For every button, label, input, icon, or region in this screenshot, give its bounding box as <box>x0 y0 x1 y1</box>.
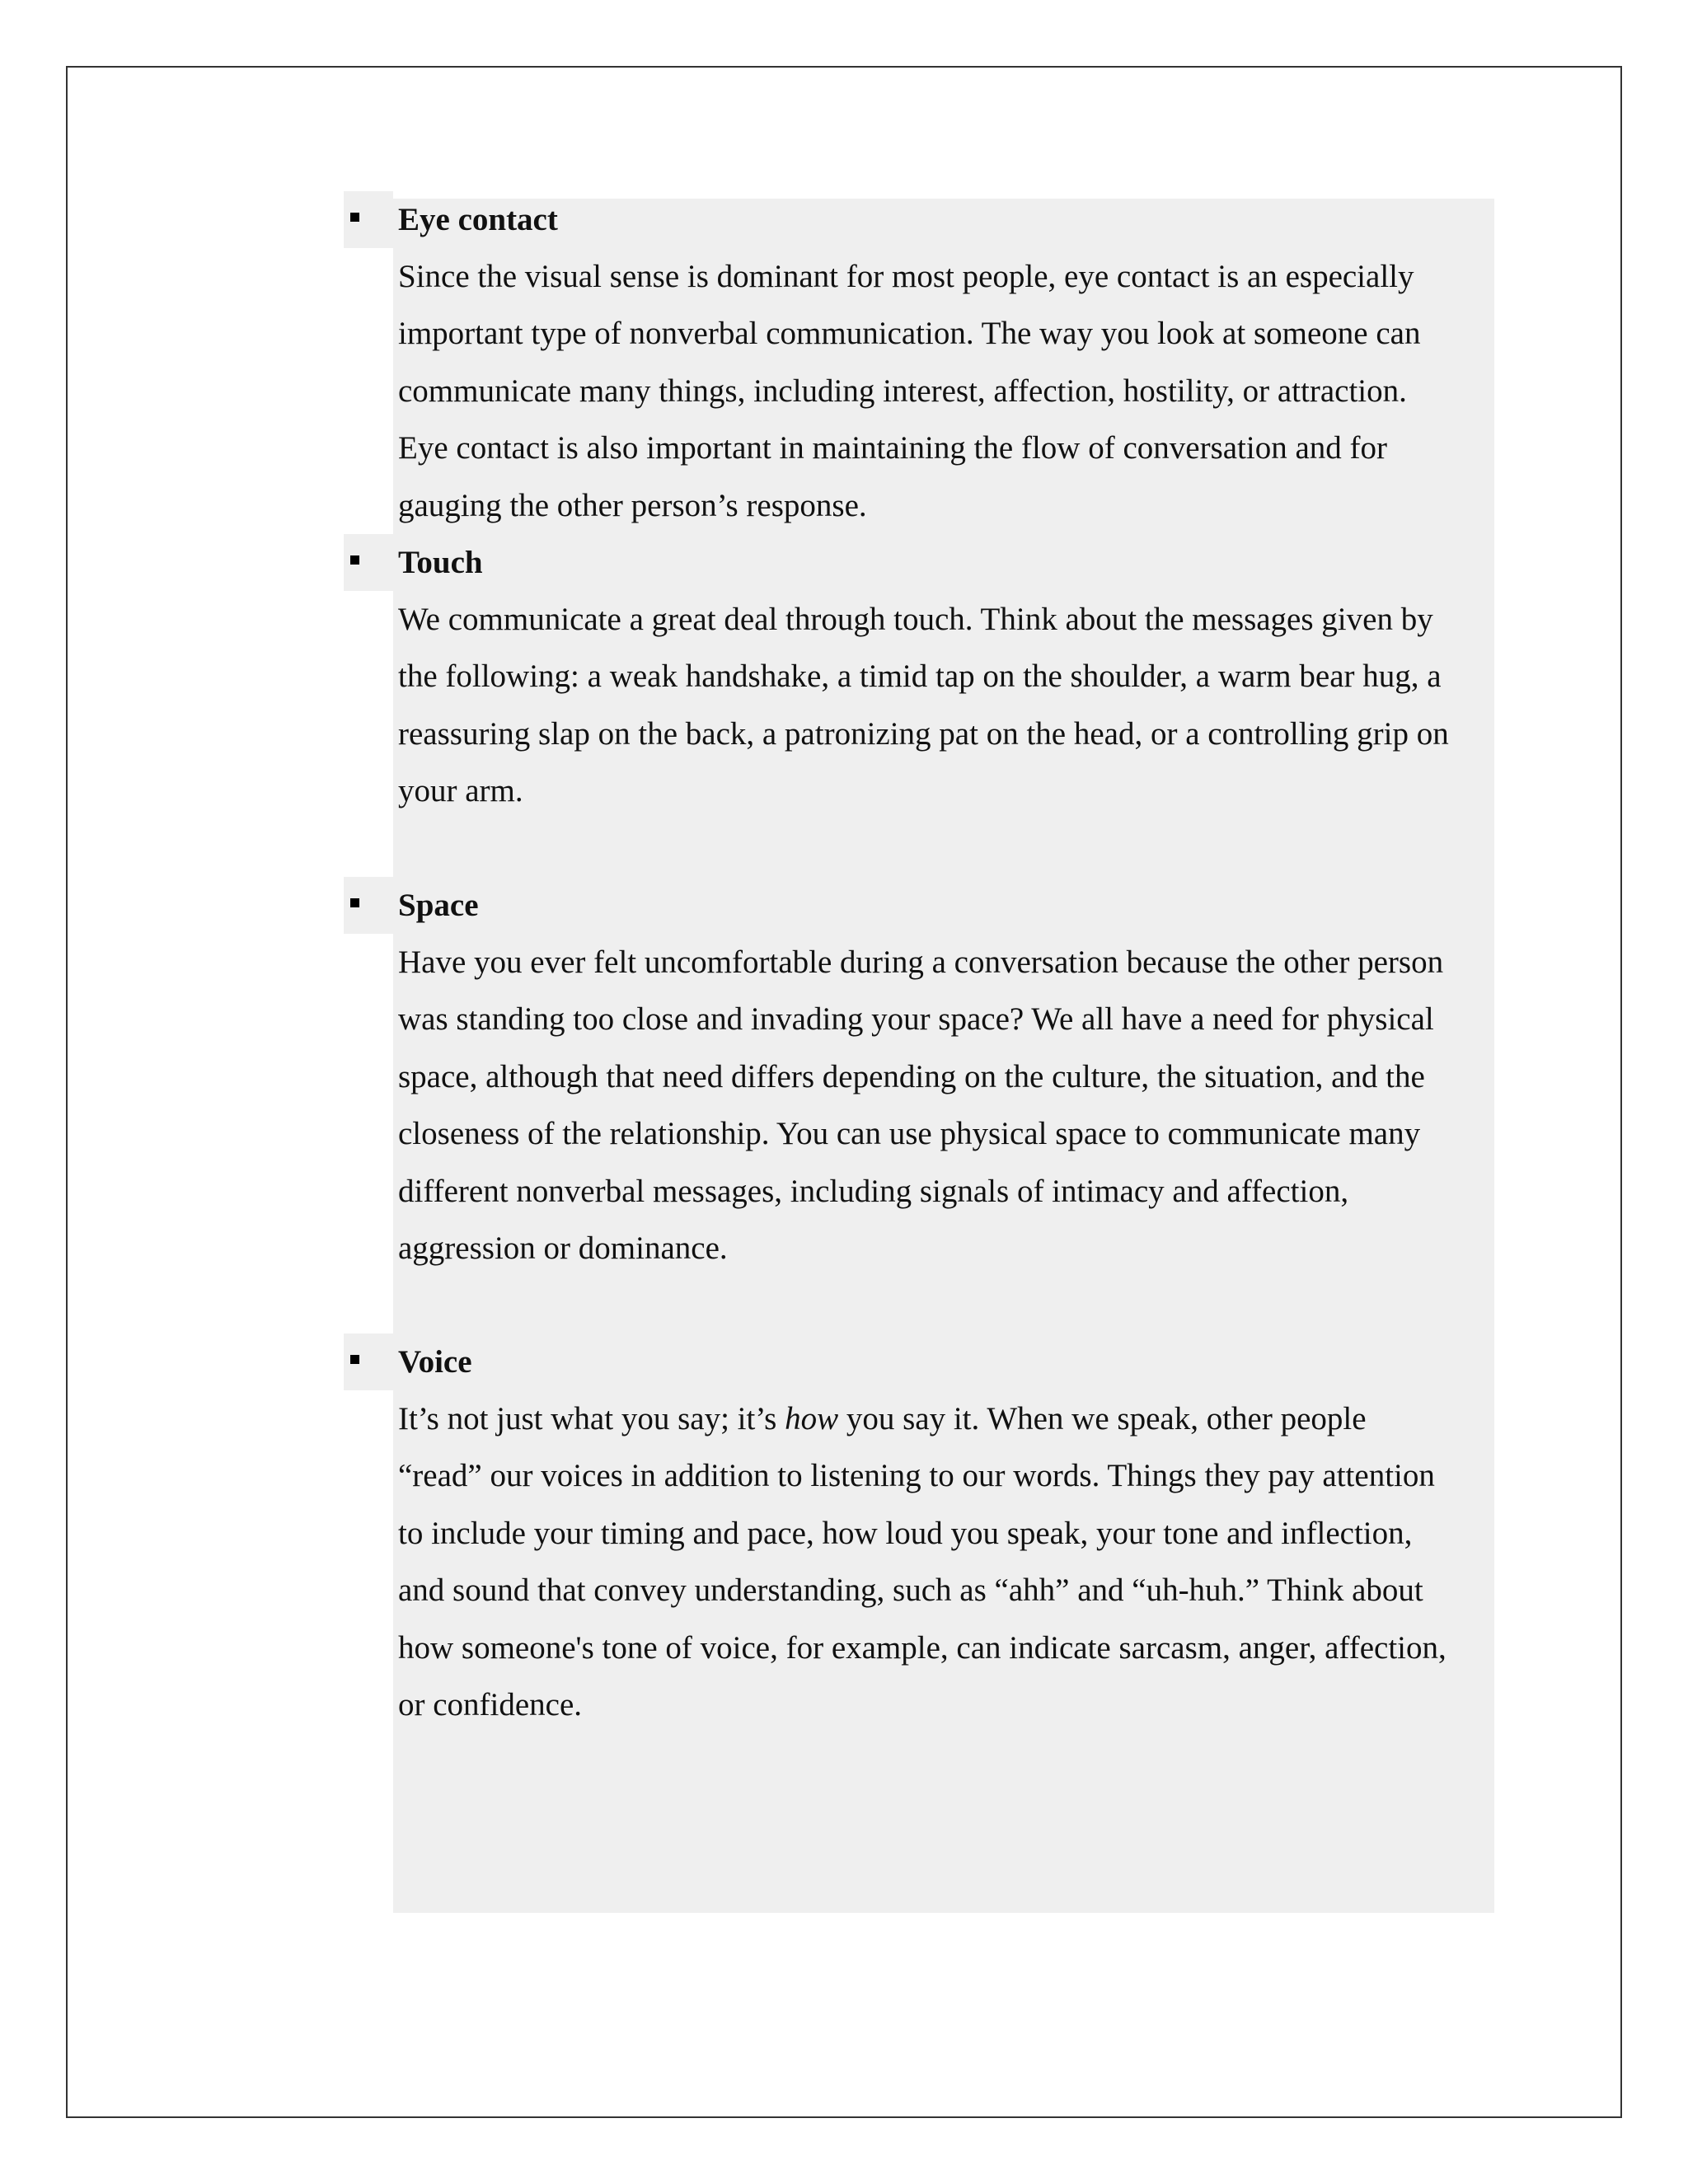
section-heading: Touch <box>398 545 483 580</box>
paragraph-line: space, although that need differs depending on the culture, the situation, and the <box>398 1058 1425 1094</box>
paragraph-line: aggression or dominance. <box>398 1230 728 1267</box>
section-heading: Eye contact <box>398 202 558 237</box>
paragraph-line: was standing too close and invading your space? We all have a need for physical <box>398 1001 1434 1038</box>
paragraph-line: We communicate a great deal through touch. Think about the messages given by <box>398 602 1433 637</box>
paragraph-line: how someone's tone of voice, for example, can indicate sarcasm, anger, affection, <box>398 1629 1447 1666</box>
section-heading: Space <box>398 888 479 923</box>
paragraph-line: Have you ever felt uncomfortable during a conversation because the other person <box>398 944 1444 980</box>
paragraph-line: your arm. <box>398 773 523 809</box>
square-bullet-icon <box>350 1355 359 1364</box>
paragraph-line: to include your timing and pace, how loud you speak, your tone and inflection, <box>398 1515 1413 1551</box>
paragraph-line: different nonverbal messages, including signals of intimacy and affection, <box>398 1173 1349 1209</box>
section-paragraph <box>398 934 1494 1277</box>
section-paragraph <box>398 1390 1494 1733</box>
section-heading: Voice <box>398 1344 472 1380</box>
square-bullet-icon <box>350 555 359 565</box>
paragraph-line: “read” our voices in addition to listening to our words. Things they pay attention <box>398 1458 1435 1494</box>
paragraph-line: communicate many things, including interest, affection, hostility, or attraction. <box>398 373 1407 409</box>
paragraph-line: and sound that convey understanding, such as “ahh” and “uh-huh.” Think about <box>398 1572 1423 1609</box>
paragraph-line: Eye contact is also important in maintaining the flow of conversation and for <box>398 430 1388 466</box>
paragraph-line: important type of nonverbal communication. The way you look at someone can <box>398 316 1421 352</box>
paragraph-line: closeness of the relationship. You can use physical space to communicate many <box>398 1116 1421 1152</box>
section-paragraph <box>398 591 1494 820</box>
paragraph-line-first <box>398 1390 1494 1447</box>
line-text: It’s not just what you say; it’s <box>398 1401 785 1436</box>
square-bullet-icon <box>350 898 359 907</box>
square-bullet-icon <box>350 213 359 222</box>
paragraph-line: or confidence. <box>398 1687 583 1723</box>
paragraph-line: reassuring slap on the back, a patronizing pat on the head, or a controlling grip on <box>398 715 1449 752</box>
line-text: you say it. When we speak, other people <box>838 1401 1367 1436</box>
paragraph-line: Since the visual sense is dominant for most people, eye contact is an especially <box>398 259 1414 294</box>
emphasis-text: how <box>785 1401 839 1436</box>
paragraph-line: the following: a weak handshake, a timid tap on the shoulder, a warm bear hug, a <box>398 658 1442 695</box>
section-paragraph <box>398 248 1494 534</box>
paragraph-line: gauging the other person’s response. <box>398 487 867 523</box>
